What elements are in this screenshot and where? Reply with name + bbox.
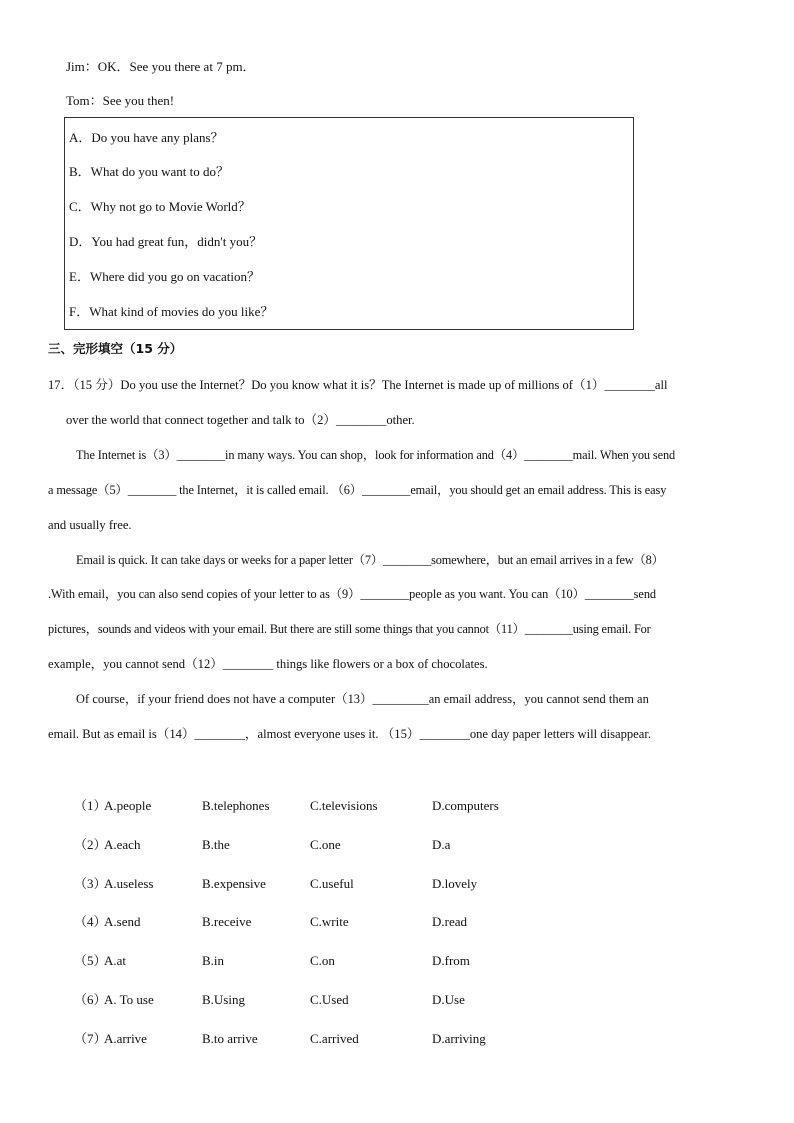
choice-d: D.read xyxy=(432,914,468,929)
choice-number: （1） xyxy=(74,798,107,813)
choice-c: C.Used xyxy=(310,992,349,1007)
option-e: E．Where did you go on vacation？ xyxy=(69,269,260,284)
choice-row-6 xyxy=(74,991,574,1009)
choice-row-7 xyxy=(74,1030,574,1048)
section-heading: 三、完形填空（15 分） xyxy=(48,341,183,356)
options-box xyxy=(64,117,634,330)
choice-b: B.to arrive xyxy=(202,1031,258,1046)
passage-line: Of course，if your friend does not have a computer（13）_________an email address，you cannot send them an xyxy=(76,692,649,706)
choice-d: D.computers xyxy=(432,798,499,813)
choice-c: C.useful xyxy=(310,876,354,891)
passage-line: email. But as email is（14）________，almost everyone uses it. （15）________one day paper letters will disappear. xyxy=(48,727,651,741)
choice-b: B.expensive xyxy=(202,876,266,891)
dialog-line-jim: Jim：OK．See you there at 7 pm． xyxy=(66,59,256,74)
choice-d: D.arriving xyxy=(432,1031,486,1046)
choice-c: C.one xyxy=(310,837,341,852)
dialog-line-tom: Tom：See you then! xyxy=(66,93,175,108)
choice-row-5 xyxy=(74,952,574,970)
option-b: B．What do you want to do？ xyxy=(69,164,229,179)
choice-b: B.telephones xyxy=(202,798,270,813)
choice-d: D.Use xyxy=(432,992,465,1007)
choice-c: C.arrived xyxy=(310,1031,359,1046)
option-f: F．What kind of movies do you like？ xyxy=(69,304,274,319)
choice-c: C.on xyxy=(310,953,335,968)
choice-d: D.a xyxy=(432,837,451,852)
choice-a: A.people xyxy=(104,798,152,813)
passage-line: Email is quick. It can take days or weeks for a paper letter（7）________somewhere，but an email arrives in a few（8） xyxy=(76,553,664,567)
choice-a: A.send xyxy=(104,914,141,929)
choice-b: B.receive xyxy=(202,914,252,929)
passage-line: 17．（15 分）Do you use the Internet？Do you know what it is？The Internet is made up of millions of（1）________all xyxy=(48,378,668,392)
choice-row-2 xyxy=(74,836,574,854)
option-c: C．Why not go to Movie World？ xyxy=(69,199,251,214)
choice-number: （7） xyxy=(74,1031,107,1046)
passage-line: a message（5）________ the Internet，it is called email. （6）________email，you should get an email address. This is easy xyxy=(48,483,667,497)
choice-number: （2） xyxy=(74,837,107,852)
choice-number: （3） xyxy=(74,876,107,891)
choice-number: （5） xyxy=(74,953,107,968)
passage-line: example，you cannot send（12）________ things like flowers or a box of chocolates. xyxy=(48,657,488,671)
choice-d: D.lovely xyxy=(432,876,478,891)
passage-line: The Internet is（3）________in many ways. You can shop，look for information and（4）________mail. When you send xyxy=(76,448,676,462)
choice-a: A.each xyxy=(104,837,141,852)
choice-b: B.the xyxy=(202,837,230,852)
choice-number: （6） xyxy=(74,992,107,1007)
choice-a: A.arrive xyxy=(104,1031,147,1046)
choice-d: D.from xyxy=(432,953,470,968)
choice-row-3 xyxy=(74,875,574,893)
choice-row-4 xyxy=(74,913,574,931)
passage-line: over the world that connect together and talk to（2）________other. xyxy=(66,413,415,427)
option-d: D．You had great fun，didn't you？ xyxy=(69,234,263,249)
choice-c: C.televisions xyxy=(310,798,378,813)
choice-a: A.useless xyxy=(104,876,154,891)
passage-line: pictures，sounds and videos with your email. But there are still some things that you cannot（11）________using email. For xyxy=(48,622,651,636)
choice-b: B.in xyxy=(202,953,225,968)
choice-a: A. To use xyxy=(104,992,154,1007)
passage-line: .With email，you can also send copies of your letter to as（9）________people as you want. You can（10）________send xyxy=(48,587,657,601)
choice-c: C.write xyxy=(310,914,349,929)
choice-b: B.Using xyxy=(202,992,245,1007)
passage-line: and usually free. xyxy=(48,518,132,532)
choice-number: （4） xyxy=(74,914,107,929)
option-a: A．Do you have any plans？ xyxy=(69,130,224,145)
choice-a: A.at xyxy=(104,953,127,968)
choice-row-1 xyxy=(74,797,574,815)
